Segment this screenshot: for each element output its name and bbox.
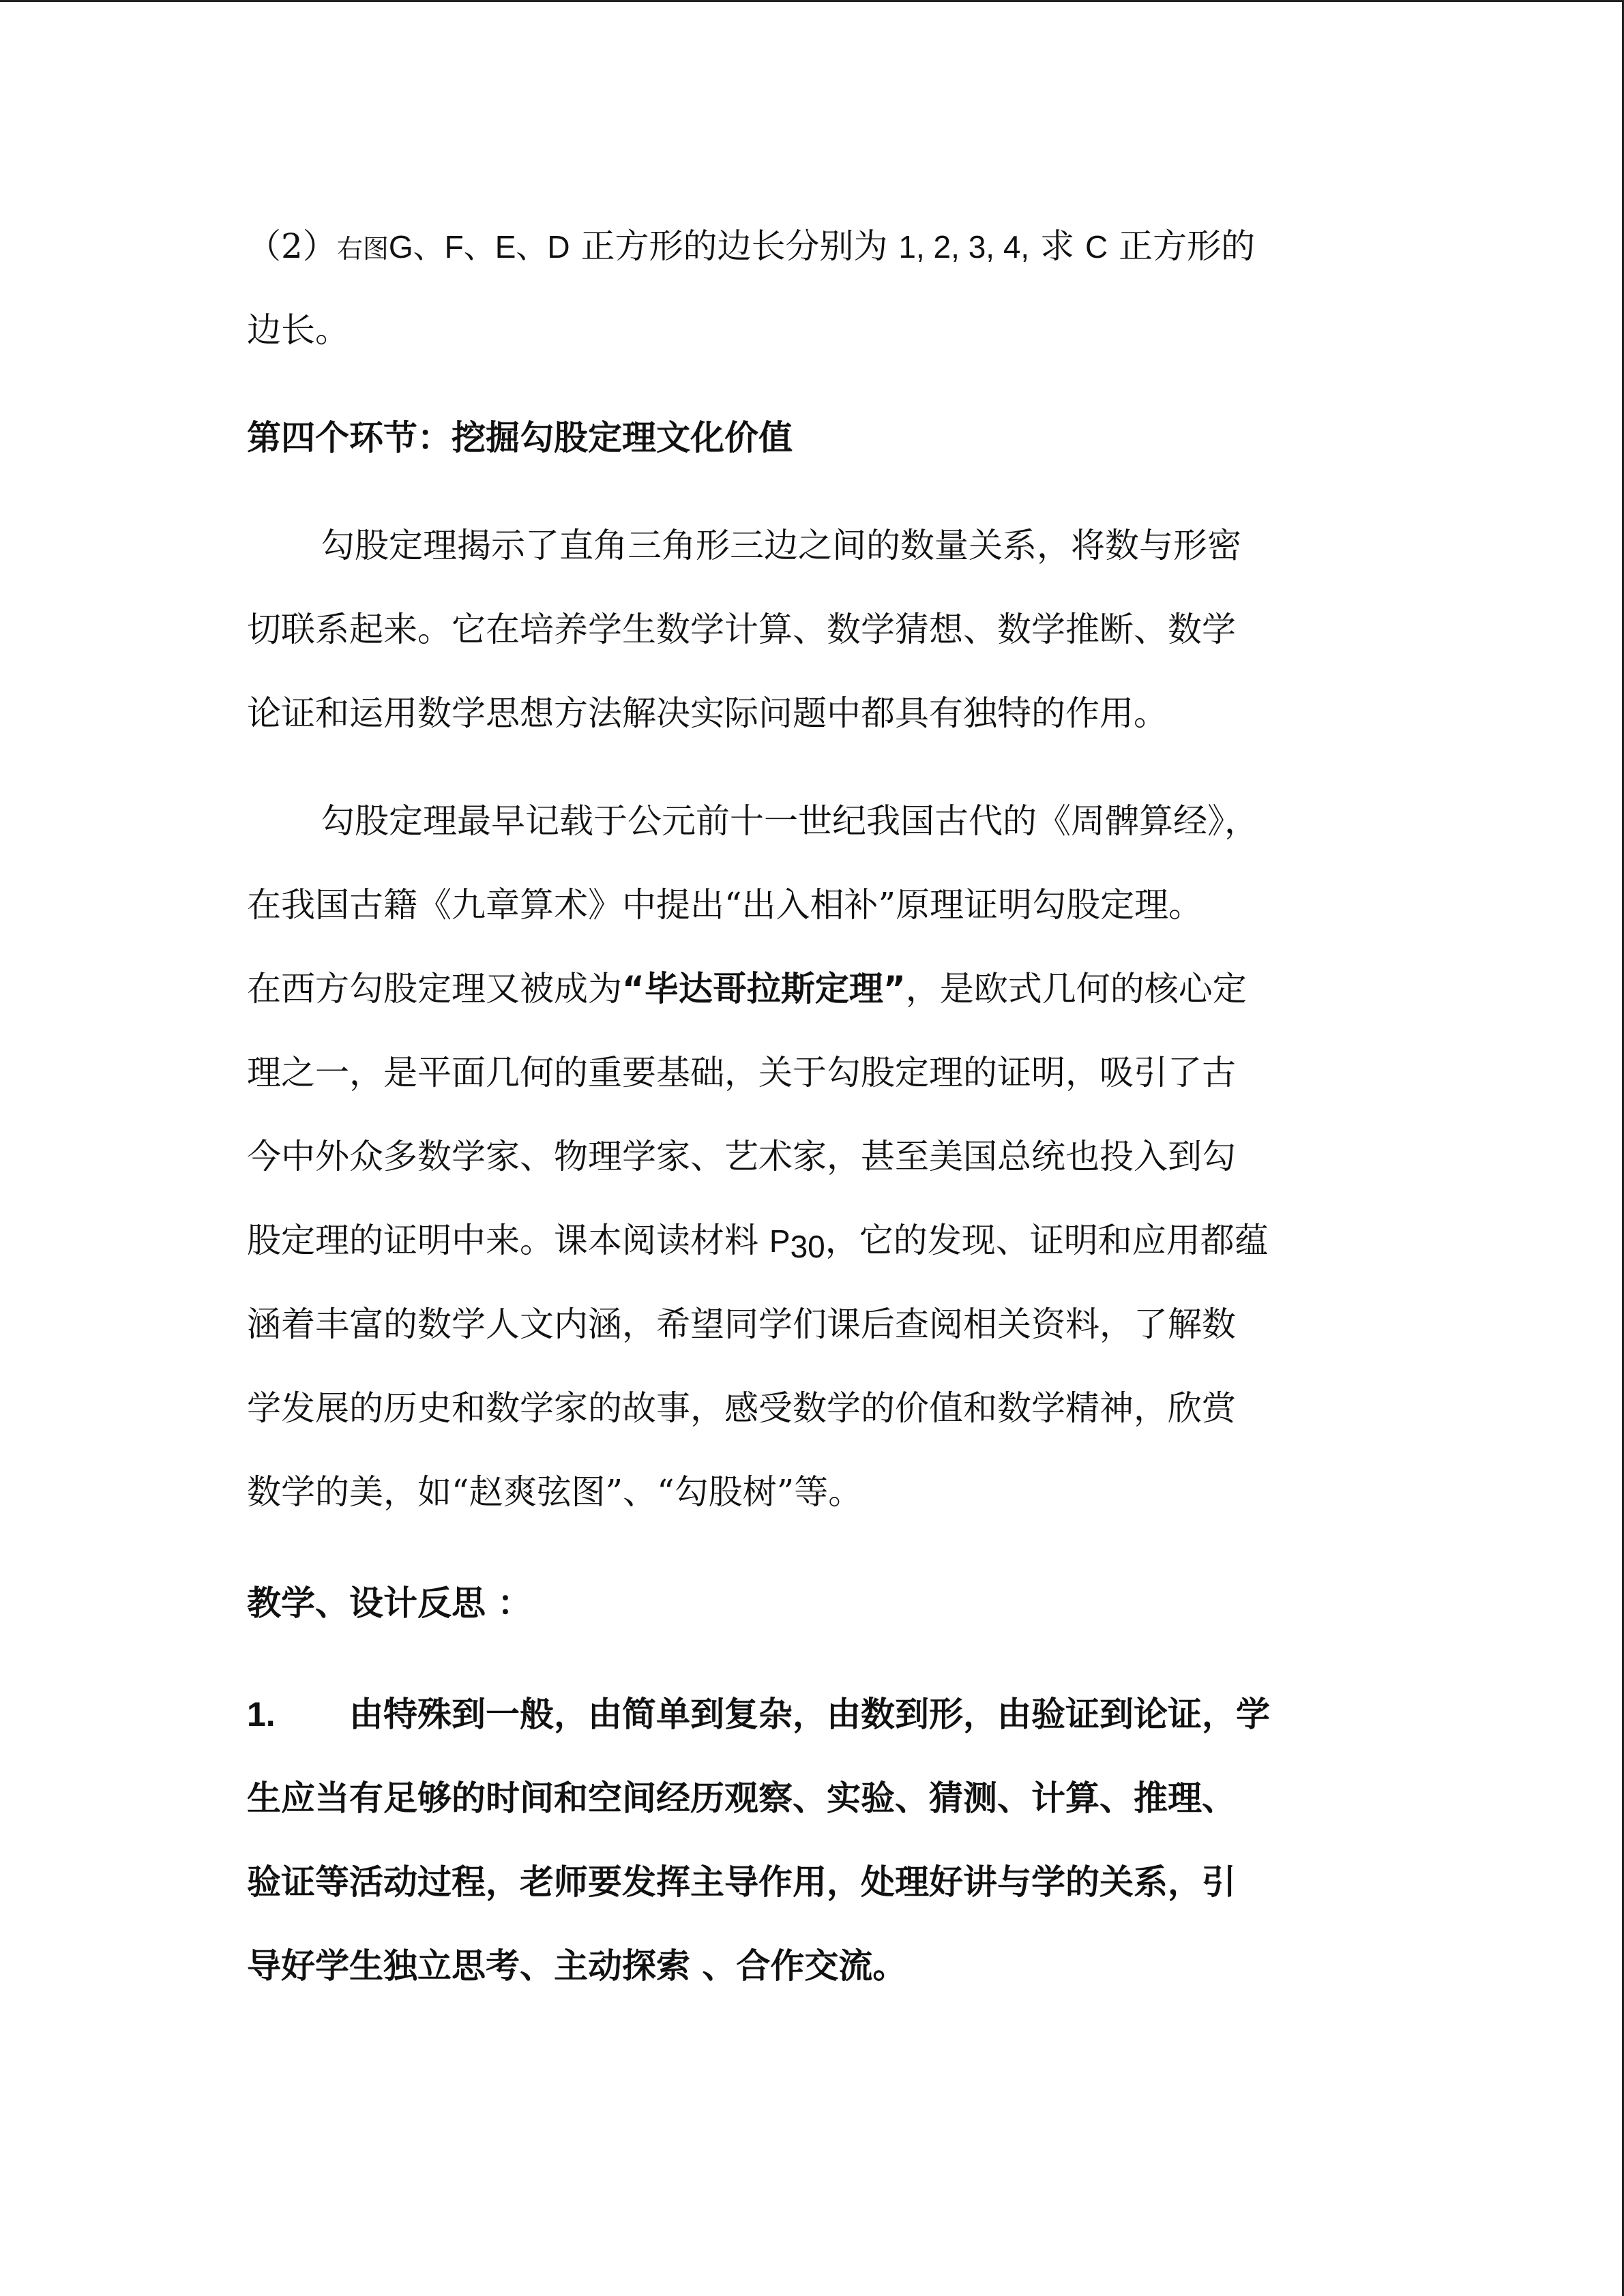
para-2-line-3-post: ，是欧式几何的核心定: [905, 969, 1247, 1009]
para-2-line-5: 今中外众多数学家、物理学家、艺术家，甚至美国总统也投入到勾: [247, 1137, 1236, 1176]
top-border-line: [0, 0, 1624, 2]
reflection-item-1-line-4: 导好学生独立思考、主动探索 、合作交流。: [247, 1946, 907, 1986]
para-2-line-6: [247, 1199, 1379, 1283]
section-4-heading: 第四个环节：挖掘勾股定理文化价值: [247, 418, 793, 458]
reflection-item-1-text-1: 由特殊到一般，由简单到复杂，由数到形，由验证到论证，学: [349, 1695, 1270, 1734]
para-1-line-3: 论证和运用数学思想方法解决实际问题中都具有独特的作用。: [247, 694, 1168, 733]
para-2-line-4: 理之一，是平面几何的重要基础，关于勾股定理的证明，吸引了古: [247, 1053, 1236, 1092]
question-2-square-letters: G、F、E、D: [388, 229, 570, 265]
question-2-side-lengths: 1, 2, 3, 4,: [898, 229, 1030, 265]
para-2-line-8: 学发展的历史和数学家的故事，感受数学的价值和数学精神，欣赏: [247, 1388, 1236, 1428]
reflection-item-1-line-2: 生应当有足够的时间和空间经历观察、实验、猜测、计算、推理、: [247, 1778, 1236, 1818]
page-ref-letter: P: [769, 1223, 791, 1259]
question-2-end-text: 正方形的: [1108, 226, 1256, 266]
question-2-small-label: 右图: [336, 234, 389, 264]
para-2-line-9: 数学的美，如“赵爽弦图”、“勾股树”等。: [247, 1472, 863, 1512]
question-2-prefix: （2）: [247, 226, 337, 266]
document-page: [247, 205, 1379, 2008]
para-2-line-3: [247, 947, 1379, 1031]
reflection-heading: 教学、设计反思 ：: [247, 1583, 532, 1623]
pythagoras-theorem-name: “毕达哥拉斯定理”: [622, 969, 906, 1009]
page-ref-number: 30: [790, 1229, 825, 1264]
para-2-line-3-pre: 在西方勾股定理又被成为: [247, 969, 622, 1009]
question-2-line-2: 边长。: [247, 310, 349, 350]
para-1-line-1: 勾股定理揭示了直角三角形三边之间的数量关系，将数与形密: [321, 526, 1241, 565]
para-1-line-2: 切联系起来。它在培养学生数学计算、数学猜想、数学推断、数学: [247, 610, 1236, 649]
question-2-tail-text: 求: [1029, 226, 1085, 266]
reflection-item-1-number: 1.: [247, 1695, 276, 1733]
reflection-item-1-line-3: 验证等活动过程，老师要发挥主导作用，处理好讲与学的关系，引: [247, 1862, 1236, 1902]
para-2-line-6-pre: 股定理的证明中来。课本阅读材料: [247, 1221, 769, 1260]
para-2-line-7: 涵着丰富的数学人文内涵，希望同学们课后查阅相关资料，了解数: [247, 1304, 1236, 1344]
para-2-line-2: 在我国古籍《九章算术》中提出“出入相补”原理证明勾股定理。: [247, 885, 1203, 925]
reflection-item-1-line-1: [247, 1673, 1379, 1757]
question-2-mid-text: 正方形的边长分别为: [570, 226, 899, 266]
para-2-line-6-post: ，它的发现、证明和应用都蕴: [825, 1221, 1269, 1260]
question-2-letter-c: C: [1085, 229, 1108, 265]
question-2-line-1: [247, 205, 1379, 288]
para-2-line-1: 勾股定理最早记载于公元前十一世纪我国古代的《周髀算经》，: [321, 801, 1258, 841]
